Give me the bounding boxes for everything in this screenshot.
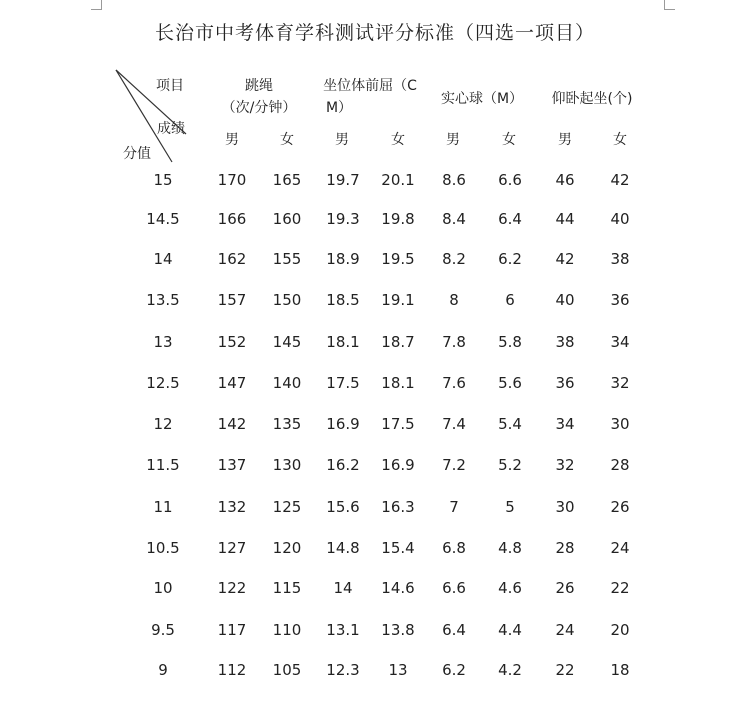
corner-label-item: 项目	[156, 78, 184, 94]
cell-situps-male: 30	[555, 498, 575, 516]
cell-sit-reach-male: 19.3	[326, 210, 360, 228]
cell-sit-reach-male: 16.9	[326, 415, 360, 433]
corner-label-points: 分值	[123, 146, 151, 162]
cell-sit-reach-male: 19.7	[326, 171, 360, 189]
cell-situps-female: 22	[610, 579, 630, 597]
cell-ball-female: 4.4	[498, 621, 522, 639]
cell-ball-female: 5.2	[498, 456, 522, 474]
cell-sit-reach-female: 19.5	[381, 250, 415, 268]
cell-situps-female: 20	[610, 621, 630, 639]
cell-ball-male: 7.2	[442, 456, 466, 474]
cell-sit-reach-male: 14.8	[326, 539, 360, 557]
cell-situps-male: 44	[555, 210, 575, 228]
cell-situps-female: 28	[610, 456, 630, 474]
cell-ball-female: 6.4	[498, 210, 522, 228]
cell-ball-male: 6.8	[442, 539, 466, 557]
cell-sit-reach-female: 16.3	[381, 498, 415, 516]
header-ball-female: 女	[502, 132, 516, 148]
cell-rope-male: 122	[217, 579, 247, 597]
header-ball-male: 男	[446, 132, 460, 148]
cell-rope-female: 150	[272, 291, 302, 309]
cell-ball-male: 6.2	[442, 661, 466, 679]
cell-situps-female: 34	[610, 333, 630, 351]
cell-rope-male: 127	[217, 539, 247, 557]
cell-situps-female: 32	[610, 374, 630, 392]
cell-sit-reach-male: 17.5	[326, 374, 360, 392]
cell-rope-female: 165	[272, 171, 302, 189]
cell-rope-female: 130	[272, 456, 302, 474]
cell-ball-female: 6.2	[498, 250, 522, 268]
cell-rope-female: 120	[272, 539, 302, 557]
header-sit-ups: 仰卧起坐(个)	[551, 91, 633, 107]
cell-sit-reach-male: 12.3	[326, 661, 360, 679]
header-sit-reach-female: 女	[391, 132, 405, 148]
cell-situps-male: 38	[555, 333, 575, 351]
cell-rope-male: 142	[217, 415, 247, 433]
cell-rope-male: 132	[217, 498, 247, 516]
cell-points: 14	[153, 250, 173, 268]
cell-points: 11.5	[146, 456, 180, 474]
header-rope-skipping: 跳绳	[245, 78, 273, 94]
cell-sit-reach-female: 20.1	[381, 171, 415, 189]
cell-situps-female: 42	[610, 171, 630, 189]
header-sit-reach-male: 男	[335, 132, 349, 148]
cell-situps-male: 34	[555, 415, 575, 433]
cell-situps-female: 38	[610, 250, 630, 268]
cell-rope-female: 145	[272, 333, 302, 351]
cell-ball-male: 8.2	[442, 250, 466, 268]
cell-rope-male: 152	[217, 333, 247, 351]
cell-sit-reach-female: 17.5	[381, 415, 415, 433]
cell-ball-female: 5.6	[498, 374, 522, 392]
cell-ball-male: 7.6	[442, 374, 466, 392]
cell-ball-male: 8.4	[442, 210, 466, 228]
cell-ball-female: 6.6	[498, 171, 522, 189]
cell-rope-male: 117	[217, 621, 247, 639]
cell-sit-reach-male: 18.5	[326, 291, 360, 309]
header-situps-female: 女	[613, 132, 627, 148]
cell-points: 10.5	[146, 539, 180, 557]
cell-points: 15	[153, 171, 173, 189]
document-title: 长治市中考体育学科测试评分标准（四选一项目）	[154, 22, 595, 44]
cell-ball-female: 4.2	[498, 661, 522, 679]
header-sit-and-reach-unit: M）	[325, 100, 353, 116]
cell-rope-female: 105	[272, 661, 302, 679]
cell-rope-female: 140	[272, 374, 302, 392]
cell-situps-male: 24	[555, 621, 575, 639]
cell-situps-male: 22	[555, 661, 575, 679]
cell-sit-reach-male: 16.2	[326, 456, 360, 474]
cell-points: 12.5	[146, 374, 180, 392]
cell-ball-female: 4.6	[498, 579, 522, 597]
cell-situps-female: 36	[610, 291, 630, 309]
cell-sit-reach-female: 19.8	[381, 210, 415, 228]
cell-sit-reach-female: 13.8	[381, 621, 415, 639]
cell-rope-male: 166	[217, 210, 247, 228]
cell-situps-male: 26	[555, 579, 575, 597]
cell-sit-reach-female: 13	[388, 661, 408, 679]
cell-points: 11	[153, 498, 173, 516]
cell-situps-male: 40	[555, 291, 575, 309]
cell-ball-female: 5.4	[498, 415, 522, 433]
cell-sit-reach-male: 18.9	[326, 250, 360, 268]
cell-sit-reach-male: 14	[333, 579, 353, 597]
cell-sit-reach-female: 16.9	[381, 456, 415, 474]
cell-points: 12	[153, 415, 173, 433]
header-rope-male: 男	[225, 132, 239, 148]
cell-ball-male: 7	[449, 498, 459, 516]
cell-ball-male: 6.6	[442, 579, 466, 597]
cell-sit-reach-female: 19.1	[381, 291, 415, 309]
cell-points: 13.5	[146, 291, 180, 309]
cell-sit-reach-male: 15.6	[326, 498, 360, 516]
cell-sit-reach-male: 13.1	[326, 621, 360, 639]
cell-points: 9.5	[151, 621, 175, 639]
cell-rope-male: 112	[217, 661, 247, 679]
cell-ball-female: 4.8	[498, 539, 522, 557]
cell-ball-female: 6	[505, 291, 515, 309]
cell-sit-reach-female: 14.6	[381, 579, 415, 597]
cell-rope-female: 155	[272, 250, 302, 268]
cell-situps-female: 40	[610, 210, 630, 228]
cell-rope-male: 147	[217, 374, 247, 392]
cell-sit-reach-female: 18.7	[381, 333, 415, 351]
cell-situps-female: 24	[610, 539, 630, 557]
cell-points: 9	[158, 661, 168, 679]
cell-rope-male: 157	[217, 291, 247, 309]
cell-rope-female: 115	[272, 579, 302, 597]
cell-rope-female: 125	[272, 498, 302, 516]
header-medicine-ball: 实心球（M）	[440, 91, 524, 107]
corner-label-score: 成绩	[157, 121, 185, 137]
header-situps-male: 男	[558, 132, 572, 148]
cell-points: 14.5	[146, 210, 180, 228]
header-rope-skipping-unit: （次/分钟）	[221, 100, 297, 116]
cell-ball-male: 7.4	[442, 415, 466, 433]
header-sit-and-reach: 坐位体前屈（C	[323, 78, 417, 94]
cell-rope-male: 170	[217, 171, 247, 189]
cell-situps-male: 32	[555, 456, 575, 474]
cell-situps-male: 36	[555, 374, 575, 392]
cell-ball-male: 7.8	[442, 333, 466, 351]
cell-points: 10	[153, 579, 173, 597]
cell-sit-reach-female: 18.1	[381, 374, 415, 392]
cell-ball-female: 5.8	[498, 333, 522, 351]
cell-situps-female: 26	[610, 498, 630, 516]
cell-situps-female: 30	[610, 415, 630, 433]
cell-ball-male: 8	[449, 291, 459, 309]
cell-situps-male: 28	[555, 539, 575, 557]
cell-rope-female: 160	[272, 210, 302, 228]
cell-ball-male: 8.6	[442, 171, 466, 189]
cell-ball-male: 6.4	[442, 621, 466, 639]
cell-sit-reach-male: 18.1	[326, 333, 360, 351]
cell-situps-male: 46	[555, 171, 575, 189]
header-rope-female: 女	[280, 132, 294, 148]
cell-situps-male: 42	[555, 250, 575, 268]
cell-rope-female: 135	[272, 415, 302, 433]
cell-sit-reach-female: 15.4	[381, 539, 415, 557]
cell-rope-male: 162	[217, 250, 247, 268]
cell-rope-female: 110	[272, 621, 302, 639]
cell-situps-female: 18	[610, 661, 630, 679]
cell-points: 13	[153, 333, 173, 351]
cell-rope-male: 137	[217, 456, 247, 474]
cell-ball-female: 5	[505, 498, 515, 516]
